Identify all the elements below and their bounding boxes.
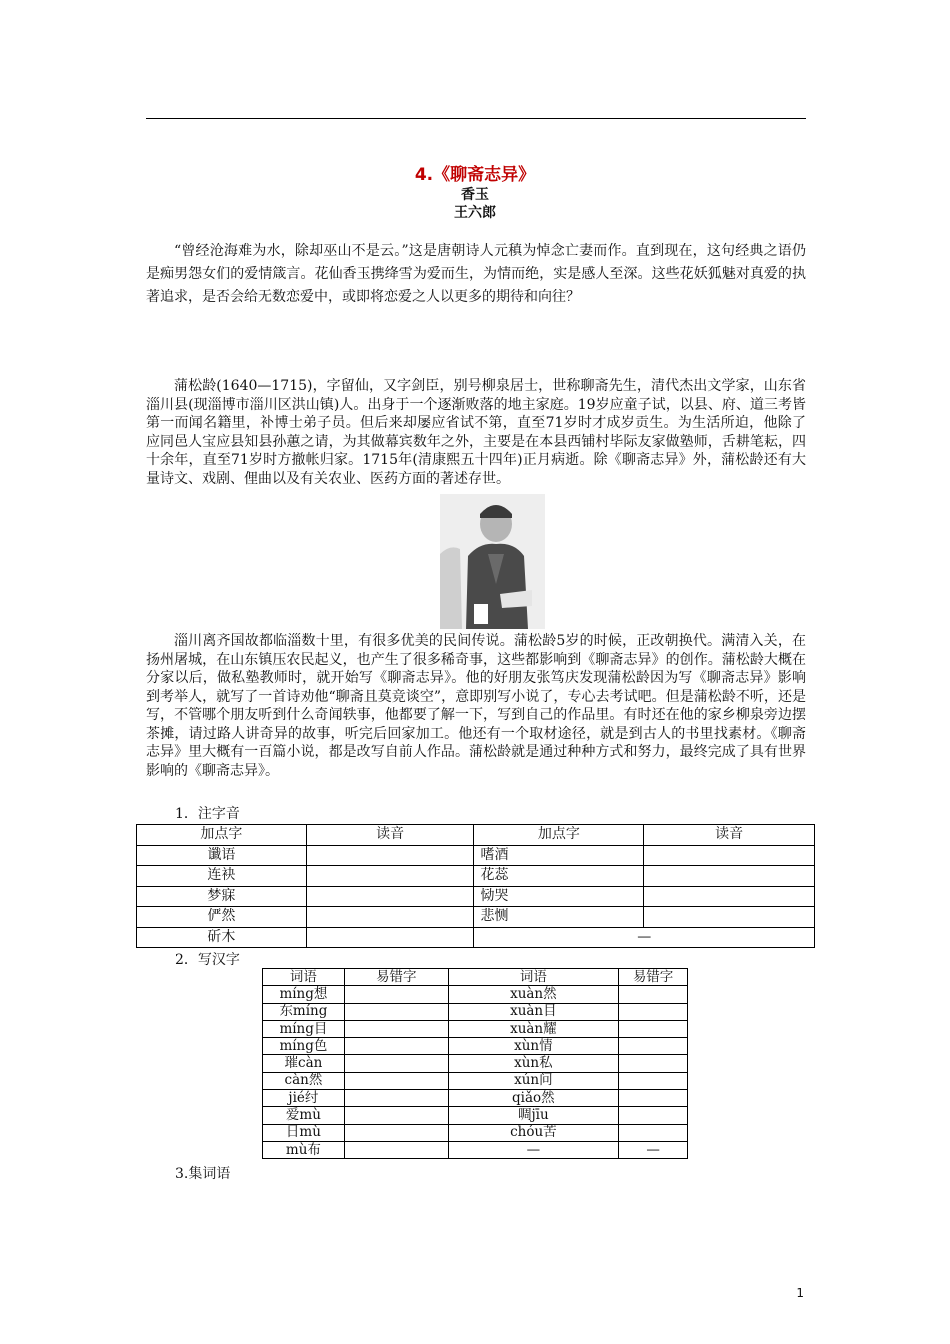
header-cell: 词语 [263, 969, 345, 986]
answer-cell[interactable] [619, 1124, 688, 1141]
answer-cell[interactable] [344, 1124, 448, 1141]
section3-label: 3.集词语 [175, 1166, 231, 1182]
word-cell: 璀càn [263, 1055, 345, 1072]
answer-cell[interactable] [344, 1141, 448, 1158]
table-row [137, 927, 815, 948]
pinyin-table [136, 824, 815, 948]
table-row [263, 1003, 688, 1020]
word-cell: 俨然 [137, 907, 307, 928]
answer-cell[interactable] [344, 1107, 448, 1124]
answer-cell[interactable] [306, 886, 474, 907]
table-row [263, 1141, 688, 1158]
empty-merged-cell: — [474, 927, 815, 948]
word-cell: 啁jīu [448, 1107, 619, 1124]
table-row [263, 1055, 688, 1072]
word-cell: xún问 [448, 1072, 619, 1089]
background-paragraph: 淄川离齐国故都临淄数十里，有很多优美的民间传说。蒲松龄5岁的时候，正改朝换代。满清入关，在扬州屠城，在山东镇压农民起义，也产生了很多稀奇事，这些都影响到《聊斋志异》的创作。蒲松龄大概在分家以后，做私塾教师时，就开始写《聊斋志异》。他的好朋友张笃庆发现蒲松龄因为写《聊斋志异》影响到考举人，就写了一首诗劝他“聊斋且莫竞谈空”，意即别写小说了，专心去考试吧。但是蒲松龄不听，还是写，不管哪个朋友听到什么奇闻轶事，他都要了解一下，写到自己的作品里。有时还在他的家乡柳泉旁边摆茶摊，请过路人讲奇异的故事，听完后回家加工。他还有一个取材途径，就是到古人的书里找素材。《聊斋志异》里大概有一百篇小说，都是改写自前人作品。蒲松龄就是通过种种方式和努力，最终完成了具有世界影响的《聊斋志异》。 [146, 633, 806, 779]
table-row [137, 866, 815, 887]
word-cell: xùn私 [448, 1055, 619, 1072]
word-cell: 花蕊 [474, 866, 644, 887]
word-cell: míng目 [263, 1020, 345, 1037]
answer-cell[interactable] [344, 1055, 448, 1072]
header-cell: 加点字 [474, 825, 644, 846]
table-row [137, 845, 815, 866]
section1-label: 1．注字音 [175, 806, 240, 822]
word-cell: 梦寐 [137, 886, 307, 907]
answer-cell[interactable] [619, 1055, 688, 1072]
subtitle-wangliulang: 王六郎 [454, 205, 496, 221]
word-cell: jié纣 [263, 1090, 345, 1107]
header-cell: 易错字 [344, 969, 448, 986]
answer-cell[interactable] [306, 907, 474, 928]
page-number: 1 [796, 1286, 804, 1300]
word-cell: 爱mù [263, 1107, 345, 1124]
portrait-image [440, 494, 545, 629]
word-cell: xuàn目 [448, 1003, 619, 1020]
answer-cell[interactable] [644, 845, 815, 866]
header-cell: 读音 [644, 825, 815, 846]
answer-cell[interactable] [619, 1090, 688, 1107]
empty-cell: — [448, 1141, 619, 1158]
word-cell: 嗜酒 [474, 845, 644, 866]
table-row [263, 1107, 688, 1124]
word-cell: xuàn然 [448, 986, 619, 1003]
answer-cell[interactable] [344, 1072, 448, 1089]
header-cell: 易错字 [619, 969, 688, 986]
word-cell: càn然 [263, 1072, 345, 1089]
table-row [263, 1038, 688, 1055]
word-cell: chóu苦 [448, 1124, 619, 1141]
table-row [137, 907, 815, 928]
answer-cell[interactable] [619, 986, 688, 1003]
answer-cell[interactable] [644, 866, 815, 887]
table-header-row [137, 825, 815, 846]
answer-cell[interactable] [344, 986, 448, 1003]
answer-cell[interactable] [619, 1038, 688, 1055]
answer-cell[interactable] [644, 907, 815, 928]
word-cell: xùn情 [448, 1038, 619, 1055]
word-cell: qiǎo然 [448, 1090, 619, 1107]
answer-cell[interactable] [306, 845, 474, 866]
table-row [263, 1072, 688, 1089]
answer-cell[interactable] [619, 1003, 688, 1020]
word-cell: 东míng [263, 1003, 345, 1020]
header-cell: 词语 [448, 969, 619, 986]
subtitle-xiangyu: 香玉 [461, 187, 489, 203]
answer-cell[interactable] [344, 1038, 448, 1055]
table-row [263, 1124, 688, 1141]
table-row [263, 986, 688, 1003]
page-title: 4.《聊斋志异》 [414, 165, 536, 185]
word-cell: mù布 [263, 1141, 345, 1158]
author-bio-paragraph: 蒲松龄(1640—1715)，字留仙，又字剑臣，别号柳泉居士，世称聊斋先生，清代杰出文学家，山东省淄川县(现淄博市淄川区洪山镇)人。出身于一个逐渐败落的地主家庭。19岁应童子试，以县、府、道三考皆第一而闻名籍里，补博士弟子员。但后来却屡应省试不第，直至71岁时才成岁贡生。为生活所迫，他除了应同邑人宝应县知县孙蕙之请，为其做幕宾数年之外，主要是在本县西铺村毕际友家做塾师，舌耕笔耘，四十余年，直至71岁时方撤帐归家。1715年(清康熙五十四年)正月病逝。除《聊斋志异》外，蒲松龄还有大量诗文、戏剧、俚曲以及有关农业、医药方面的著述存世。 [146, 378, 806, 487]
word-cell: míng想 [263, 986, 345, 1003]
word-cell: 斫木 [137, 927, 307, 948]
header-cell: 加点字 [137, 825, 307, 846]
word-cell: 谶语 [137, 845, 307, 866]
answer-cell[interactable] [344, 1020, 448, 1037]
word-cell: 连袂 [137, 866, 307, 887]
word-cell: xuàn耀 [448, 1020, 619, 1037]
table-row [137, 886, 815, 907]
table-row [263, 1020, 688, 1037]
answer-cell[interactable] [344, 1090, 448, 1107]
answer-cell[interactable] [619, 1072, 688, 1089]
intro-paragraph: “曾经沧海难为水，除却巫山不是云。”这是唐朝诗人元稹为悼念亡妻而作。直到现在，这句经典之语仍是痴男怨女们的爱情箴言。花仙香玉携绛雪为爱而生，为情而绝，实是感人至深。这些花妖狐魅对真爱的执著追求，是否会给无数恋爱中，或即将恋爱之人以更多的期待和向往？ [146, 243, 806, 305]
header-cell: 读音 [306, 825, 474, 846]
word-cell: 日mù [263, 1124, 345, 1141]
word-cell: 恸哭 [474, 886, 644, 907]
answer-cell[interactable] [306, 927, 474, 948]
table-header-row [263, 969, 688, 986]
word-cell: míng色 [263, 1038, 345, 1055]
answer-cell[interactable] [619, 1020, 688, 1037]
empty-cell: — [619, 1141, 688, 1158]
hanzi-table [262, 968, 688, 1159]
answer-cell[interactable] [619, 1107, 688, 1124]
word-cell: 悲恻 [474, 907, 644, 928]
answer-cell[interactable] [306, 866, 474, 887]
answer-cell[interactable] [344, 1003, 448, 1020]
answer-cell[interactable] [644, 886, 815, 907]
section2-label: 2．写汉字 [175, 952, 240, 968]
table-row [263, 1090, 688, 1107]
top-rule [146, 118, 806, 119]
